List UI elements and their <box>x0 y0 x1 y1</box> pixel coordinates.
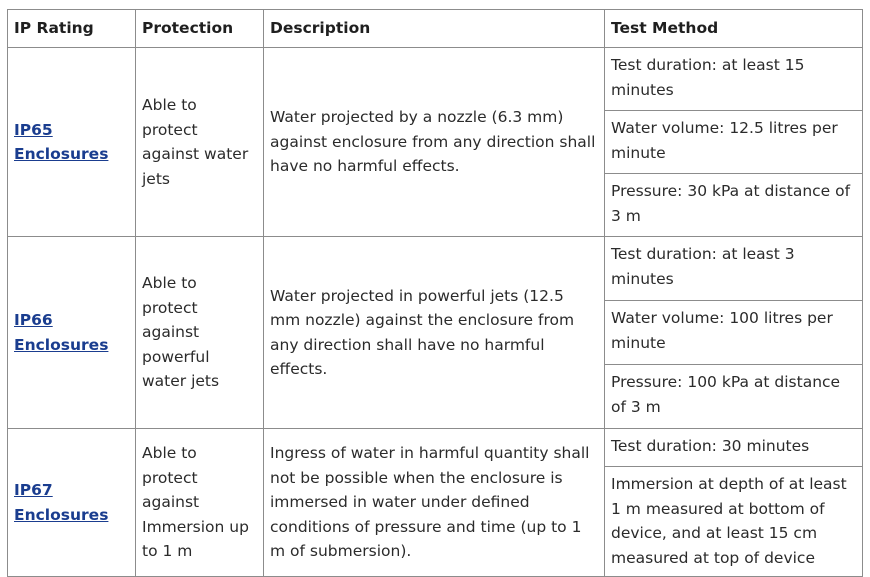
cell-method-ip65-pressure: Pressure: 30 kPa at distance of 3 m <box>605 174 863 237</box>
cell-protection-ip66: Able to protect against powerful water jets <box>136 237 264 429</box>
ip65-enclosures-link[interactable]: IP65 Enclosures <box>14 120 109 163</box>
ip66-enclosures-link[interactable]: IP66 Enclosures <box>14 311 109 354</box>
cell-rating-ip66 <box>8 237 136 429</box>
cell-rating-ip67 <box>8 429 136 577</box>
cell-method-ip65-volume: Water volume: 12.5 litres per minute <box>605 111 863 174</box>
cell-description-ip66: Water projected in powerful jets (12.5 mm nozzle) against the enclosure from any direction shall have no harmful effects. <box>264 237 605 429</box>
cell-method-ip67-immersion: Immersion at depth of at least 1 m measured at bottom of device, and at least 15 cm measured at top of device <box>605 467 863 577</box>
cell-method-ip66-pressure: Pressure: 100 kPa at distance of 3 m <box>605 365 863 429</box>
cell-protection-ip67: Able to protect against Immersion up to 1 m <box>136 429 264 577</box>
table-row-ip67 <box>8 429 863 467</box>
cell-method-ip66-volume: Water volume: 100 litres per minute <box>605 301 863 365</box>
table-header-row <box>8 10 863 48</box>
header-ip-rating: IP Rating <box>8 10 136 48</box>
header-protection: Protection <box>136 10 264 48</box>
table-row-ip65 <box>8 48 863 111</box>
header-description: Description <box>264 10 605 48</box>
table-row-ip66 <box>8 237 863 301</box>
cell-rating-ip65 <box>8 48 136 237</box>
header-test-method: Test Method <box>605 10 863 48</box>
cell-description-ip65: Water projected by a nozzle (6.3 mm) against enclosure from any direction shall have no harmful effects. <box>264 48 605 237</box>
cell-method-ip66-duration: Test duration: at least 3 minutes <box>605 237 863 301</box>
cell-method-ip67-duration: Test duration: 30 minutes <box>605 429 863 467</box>
cell-protection-ip65: Able to protect against water jets <box>136 48 264 237</box>
cell-method-ip65-duration: Test duration: at least 15 minutes <box>605 48 863 111</box>
ip-rating-table <box>7 9 863 577</box>
ip67-enclosures-link[interactable]: IP67 Enclosures <box>14 481 109 524</box>
cell-description-ip67: Ingress of water in harmful quantity shall not be possible when the enclosure is immersed in water under defined conditions of pressure and time (up to 1 m of submersion). <box>264 429 605 577</box>
